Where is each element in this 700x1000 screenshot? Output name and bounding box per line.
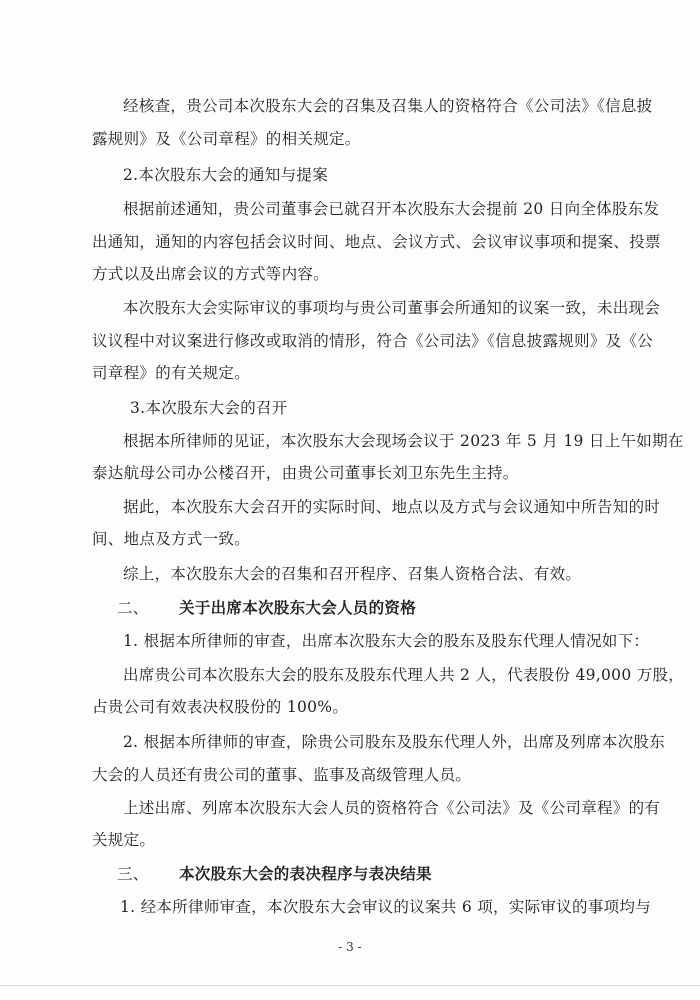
paragraph-line: 间、地点及方式一致。	[92, 530, 251, 548]
section-heading-2	[117, 597, 416, 619]
section-number: 二、	[117, 599, 149, 617]
section-number: 三、	[117, 865, 149, 883]
paragraph-line: 1. 根据本所律师的审查，出席本次股东大会的股东及股东代理人情况如下：	[123, 632, 650, 650]
paragraph-line: 本次股东大会实际审议的事项均与贵公司董事会所通知的议案一致，未出现会	[123, 299, 661, 317]
paragraph-line: 出通知，通知的内容包括会议时间、地点、会议方式、会议审议事项和提案、投票	[92, 233, 661, 251]
page-number: - 3 -	[338, 940, 362, 954]
paragraph-line: 关规定。	[92, 831, 156, 849]
paragraph-line: 泰达航母公司办公楼召开，由贵公司董事长刘卫东先生主持。	[92, 464, 519, 482]
paragraph-line: 据此，本次股东大会召开的实际时间、地点以及方式与会议通知中所告知的时	[123, 498, 661, 516]
paragraph-line: 2. 根据本所律师的审查，除贵公司股东及股东代理人外，出席及列席本次股东	[123, 733, 666, 751]
paragraph-line: 方式以及出席会议的方式等内容。	[92, 265, 330, 283]
section-title: 本次股东大会的表决程序与表决结果	[179, 865, 432, 883]
paragraph-line: 司章程》的有关规定。	[92, 364, 251, 382]
paragraph-line: 大会的人员还有贵公司的董事、监事及高级管理人员。	[92, 766, 472, 784]
paragraph-line: 出席贵公司本次股东大会的股东及股东代理人共 2 人，代表股份 49,000 万股，	[123, 666, 685, 684]
subheading-convening: 3.本次股东大会的召开	[130, 399, 288, 417]
section-title: 关于出席本次股东大会人员的资格	[179, 599, 417, 617]
paragraph-line: 综上，本次股东大会的召集和召开程序、召集人资格合法、有效。	[123, 565, 582, 583]
bottom-divider	[0, 985, 700, 986]
section-heading-3	[117, 863, 432, 885]
paragraph-line: 经核查，贵公司本次股东大会的召集及召集人的资格符合《公司法》《信息披	[123, 97, 653, 115]
paragraph-line: 占贵公司有效表决权股份的 100%。	[92, 698, 349, 716]
paragraph-line: 上述出席、列席本次股东大会人员的资格符合《公司法》及《公司章程》的有	[123, 799, 661, 817]
paragraph-line: 根据本所律师的见证，本次股东大会现场会议于 2023 年 5 月 19 日上午如期在	[123, 432, 684, 450]
paragraph-line: 1. 经本所律师审查，本次股东大会审议的议案共 6 项，实际审议的事项均与	[120, 898, 652, 916]
paragraph-line: 议议程中对议案进行修改或取消的情形，符合《公司法》《信息披露规则》及《公	[92, 332, 654, 350]
paragraph-line: 露规则》及《公司章程》的相关规定。	[92, 130, 361, 148]
paragraph-line: 根据前述通知，贵公司董事会已就召开本次股东大会提前 20 日向全体股东发	[123, 200, 660, 218]
subheading-notice: 2.本次股东大会的通知与提案	[123, 166, 328, 184]
